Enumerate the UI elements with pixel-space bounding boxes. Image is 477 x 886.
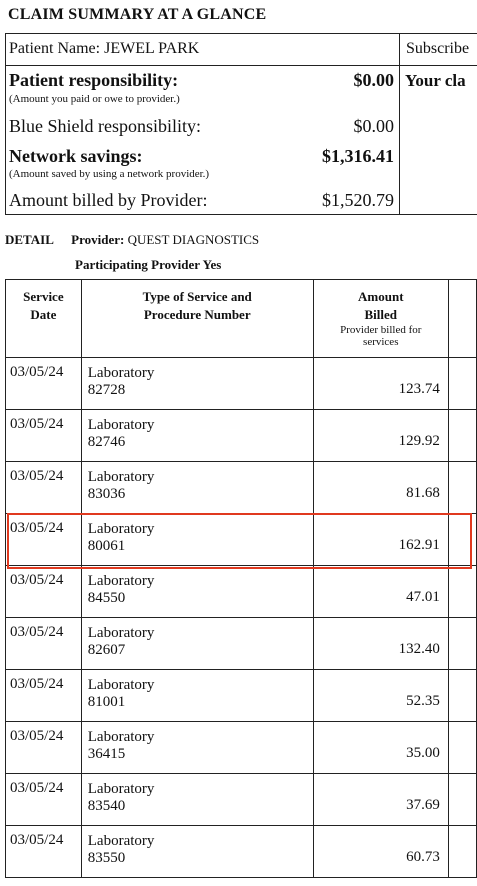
amount-billed-label: Amount billed by Provider: bbox=[9, 190, 208, 210]
procedure-code: 80061 bbox=[87, 538, 126, 554]
service-date-cell: 03/05/24 bbox=[6, 722, 82, 774]
service-date-cell: 03/05/24 bbox=[6, 566, 82, 618]
detail-table bbox=[5, 279, 477, 878]
amount-billed-cell: 52.35 bbox=[313, 670, 448, 722]
truncated-column-cell bbox=[448, 618, 476, 670]
table-row bbox=[6, 514, 477, 566]
claim-panel bbox=[400, 66, 477, 214]
patient-responsibility-amount: $0.00 bbox=[353, 70, 394, 90]
summary-title: CLAIM SUMMARY AT A GLANCE bbox=[8, 6, 267, 23]
table-row bbox=[6, 722, 477, 774]
service-type: Laboratory bbox=[87, 521, 155, 537]
network-savings-label: Network savings: bbox=[9, 146, 143, 166]
service-date-cell: 03/05/24 bbox=[6, 358, 82, 410]
truncated-column-cell bbox=[448, 462, 476, 514]
service-type-cell bbox=[81, 618, 313, 670]
service-type: Laboratory bbox=[87, 365, 155, 381]
patient-responsibility-label: Patient responsibility: bbox=[9, 70, 179, 90]
truncated-column-cell bbox=[448, 358, 476, 410]
service-type-cell bbox=[81, 462, 313, 514]
service-type-header: Type of Service and Procedure Number bbox=[81, 280, 313, 358]
provider-label: Provider: bbox=[71, 232, 125, 247]
patient-name-label: Patient Name: bbox=[9, 40, 101, 57]
detail-label: DETAIL bbox=[5, 232, 54, 247]
procedure-code: 82746 bbox=[87, 434, 126, 450]
service-type: Laboratory bbox=[87, 729, 155, 745]
service-date-cell: 03/05/24 bbox=[6, 514, 82, 566]
amount-billed-cell: 47.01 bbox=[313, 566, 448, 618]
procedure-code: 82607 bbox=[87, 642, 126, 658]
service-type: Laboratory bbox=[87, 573, 155, 589]
service-date-cell: 03/05/24 bbox=[6, 670, 82, 722]
table-row bbox=[6, 358, 477, 410]
truncated-column-cell bbox=[448, 514, 476, 566]
table-row bbox=[6, 774, 477, 826]
service-date-cell: 03/05/24 bbox=[6, 410, 82, 462]
service-type-cell bbox=[81, 670, 313, 722]
table-row bbox=[6, 618, 477, 670]
procedure-code: 83036 bbox=[87, 486, 126, 502]
detail-header bbox=[5, 232, 259, 248]
service-type-cell bbox=[81, 826, 313, 878]
table-row bbox=[6, 462, 477, 514]
service-type: Laboratory bbox=[87, 677, 155, 693]
service-type: Laboratory bbox=[87, 469, 155, 485]
service-type-cell bbox=[81, 358, 313, 410]
service-type-cell bbox=[81, 410, 313, 462]
truncated-column-header bbox=[448, 280, 476, 358]
truncated-column-cell bbox=[448, 826, 476, 878]
amount-billed-amount: $1,520.79 bbox=[322, 190, 394, 210]
truncated-column-cell bbox=[448, 566, 476, 618]
service-type: Laboratory bbox=[87, 833, 155, 849]
service-date-header: Service Date bbox=[6, 280, 82, 358]
blue-shield-amount: $0.00 bbox=[353, 116, 394, 136]
table-header-row bbox=[6, 280, 477, 358]
blue-shield-label: Blue Shield responsibility: bbox=[9, 116, 201, 136]
subscriber-label: Subscribe bbox=[400, 34, 477, 66]
truncated-column-cell bbox=[448, 722, 476, 774]
amount-billed-header: Amount Billed Provider billed for services bbox=[313, 280, 448, 358]
procedure-code: 36415 bbox=[87, 746, 126, 762]
service-type-cell bbox=[81, 566, 313, 618]
service-date-cell: 03/05/24 bbox=[6, 826, 82, 878]
amount-billed-cell: 162.91 bbox=[313, 514, 448, 566]
service-date-cell: 03/05/24 bbox=[6, 462, 82, 514]
patient-name-row bbox=[6, 34, 400, 66]
service-type: Laboratory bbox=[87, 417, 155, 433]
claim-summary-box bbox=[5, 33, 477, 215]
service-type-cell bbox=[81, 722, 313, 774]
participating-provider: Participating Provider Yes bbox=[75, 257, 222, 272]
amount-billed-cell: 35.00 bbox=[313, 722, 448, 774]
service-type: Laboratory bbox=[87, 781, 155, 797]
summary-amounts bbox=[6, 66, 400, 214]
truncated-column-cell bbox=[448, 670, 476, 722]
table-row bbox=[6, 826, 477, 878]
table-row bbox=[6, 566, 477, 618]
amount-billed-cell: 129.92 bbox=[313, 410, 448, 462]
procedure-code: 81001 bbox=[87, 694, 126, 710]
provider-name: QUEST DIAGNOSTICS bbox=[127, 232, 260, 247]
truncated-column-cell bbox=[448, 774, 476, 826]
table-row bbox=[6, 670, 477, 722]
amount-billed-cell: 132.40 bbox=[313, 618, 448, 670]
patient-name-value: JEWEL PARK bbox=[104, 40, 200, 57]
network-savings-amount: $1,316.41 bbox=[322, 146, 394, 166]
table-row bbox=[6, 410, 477, 462]
service-date-cell: 03/05/24 bbox=[6, 618, 82, 670]
procedure-code: 84550 bbox=[87, 590, 126, 606]
patient-responsibility-note: (Amount you paid or owe to provider.) bbox=[9, 93, 180, 105]
truncated-column-cell bbox=[448, 410, 476, 462]
amount-billed-cell: 60.73 bbox=[313, 826, 448, 878]
procedure-code: 83540 bbox=[87, 798, 126, 814]
amount-billed-cell: 123.74 bbox=[313, 358, 448, 410]
service-date-cell: 03/05/24 bbox=[6, 774, 82, 826]
procedure-code: 83550 bbox=[87, 850, 126, 866]
claim-heading: Your cla bbox=[405, 71, 466, 90]
amount-billed-cell: 37.69 bbox=[313, 774, 448, 826]
service-type-cell bbox=[81, 514, 313, 566]
amount-billed-cell: 81.68 bbox=[313, 462, 448, 514]
network-savings-note: (Amount saved by using a network provider.) bbox=[9, 168, 210, 180]
service-type-cell bbox=[81, 774, 313, 826]
service-type: Laboratory bbox=[87, 625, 155, 641]
procedure-code: 82728 bbox=[87, 382, 126, 398]
